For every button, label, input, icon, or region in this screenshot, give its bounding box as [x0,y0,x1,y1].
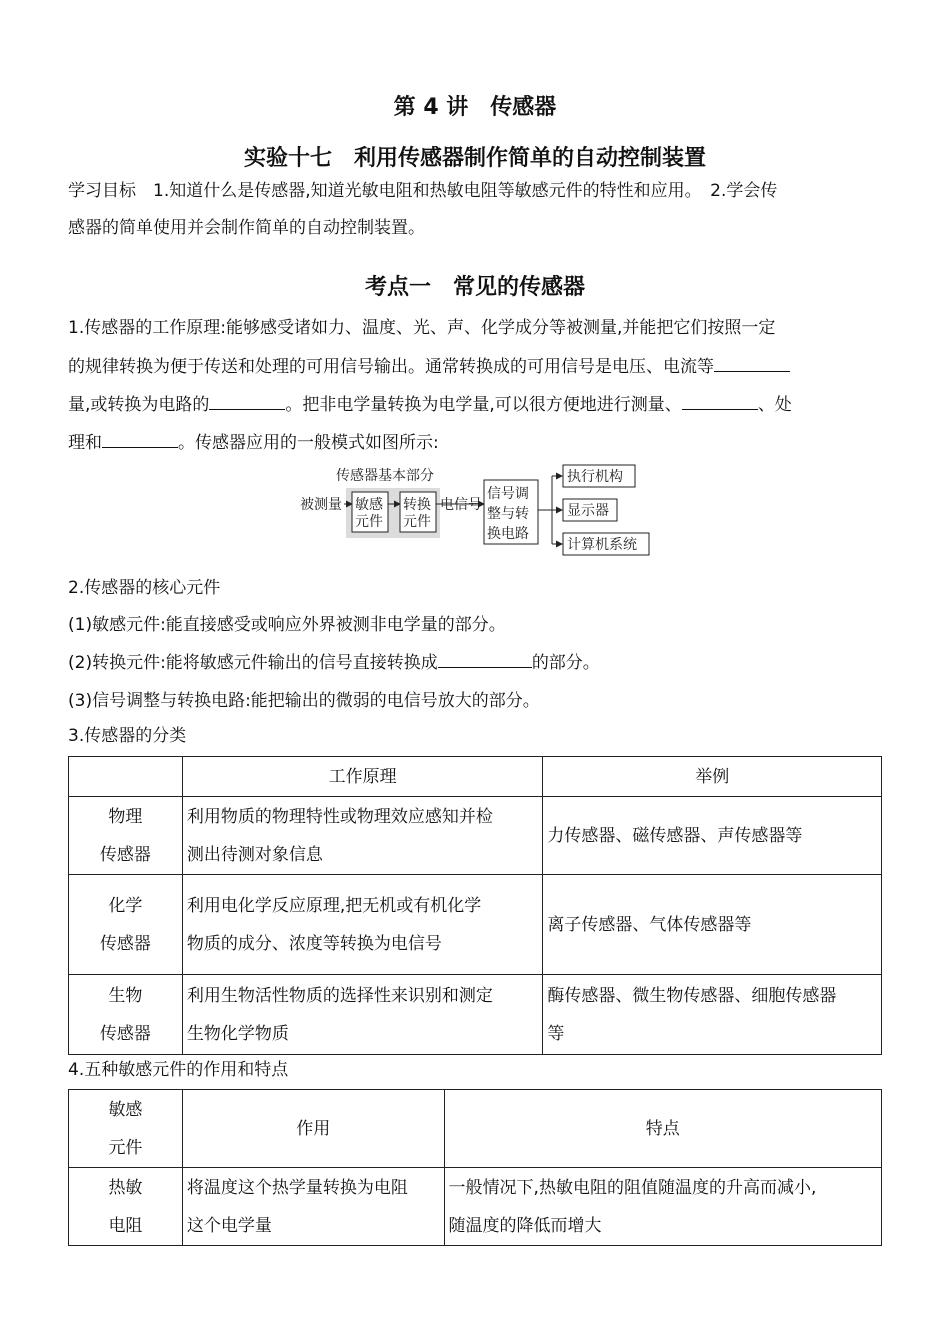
objective-line1 [68,176,777,201]
p1-line4 [68,428,439,453]
table-header-cell: 工作原理 [182,757,543,797]
box-actuator-label: 执行机构 [567,469,623,485]
table-header-row [69,757,882,797]
p1-line3-c: 、处 [757,395,792,415]
table-cell-principle: 利用电化学反应原理,把无机或有机化学 物质的成分、浓度等转换为电信号 [182,875,543,975]
p1-line3-b: 。把非电学量转换为电学量,可以很方便地进行测量、 [285,395,682,415]
p3-heading: 3.传感器的分类 [68,726,187,746]
p2-item2-a: (2)转换元件:能将敏感元件输出的信号直接转换成 [68,653,438,673]
p2-item3: (3)信号调整与转换电路:能把输出的微弱的电信号放大的部分。 [68,691,540,711]
table-row [69,1168,882,1246]
diagram-input-label: 被测量 [300,497,342,513]
blank-5[interactable] [438,651,532,668]
table-header-cell: 举例 [543,757,882,797]
table-cell-principle: 利用生物活性物质的选择性来识别和测定 生物化学物质 [182,975,543,1055]
box-sensitive-line1: 敏感 [355,497,383,513]
table-row [69,797,882,875]
p1-line1: 1.传感器的工作原理:能够感受诸如力、温度、光、声、化学成分等被测量,并能把它们按照一定 [68,318,776,338]
box-adjust-line2: 整与转 [487,506,529,522]
box-computer-label: 计算机系统 [567,537,637,553]
sensor-diagram [300,462,652,560]
blank-2[interactable] [209,393,285,410]
box-convert-line1: 转换 [403,497,431,513]
table-header-cell [69,757,183,797]
table-header-cell: 敏感 元件 [69,1090,183,1168]
table-cell-type: 化学 传感器 [69,875,183,975]
box-adjust-line3: 换电路 [487,526,529,542]
table-row [69,875,882,975]
p2-item2-b: 的部分。 [531,653,600,673]
table-cell-example: 离子传感器、气体传感器等 [543,875,882,975]
p1-line2-text: 的规律转换为便于传送和处理的可用信号输出。通常转换成的可用信号是电压、电流等 [68,357,714,377]
table-cell-function: 将温度这个热学量转换为电阻 这个电学量 [182,1168,444,1246]
blank-4[interactable] [102,431,178,448]
table-header-row [69,1090,882,1168]
diagram-group-label: 传感器基本部分 [336,468,434,484]
box-display-label: 显示器 [567,503,609,519]
table-cell-type: 物理 传感器 [69,797,183,875]
objective-text1: 1.知道什么是传感器,知道光敏电阻和热敏电阻等敏感元件的特性和应用。 2.学会传 [153,181,778,201]
box-adjust-line1: 信号调 [487,486,529,502]
box-sensitive-line2: 元件 [355,514,383,530]
blank-3[interactable] [682,393,758,410]
p1-line3 [68,390,792,415]
p2-item1: (1)敏感元件:能直接感受或响应外界被测非电学量的部分。 [68,615,506,635]
box-convert-line2: 元件 [403,514,431,530]
table-cell-example: 力传感器、磁传感器、声传感器等 [543,797,882,875]
sensitive-element-table [68,1089,882,1246]
table-cell-principle: 利用物质的物理特性或物理效应感知并检 测出待测对象信息 [182,797,543,875]
blank-1[interactable] [714,355,790,372]
table-header-cell: 特点 [444,1090,881,1168]
p2-item2 [68,648,600,673]
table-cell-feature: 一般情况下,热敏电阻的阻值随温度的升高而减小, 随温度的降低而增大 [444,1168,881,1246]
p1-line3-a: 量,或转换为电路的 [68,395,210,415]
table-row [69,975,882,1055]
p1-line2 [68,352,790,377]
objective-line2: 感器的简单使用并会制作简单的自动控制装置。 [68,218,425,238]
p2-heading: 2.传感器的核心元件 [68,578,221,598]
objective-label: 学习目标 [68,181,136,201]
p1-line4-a: 理和 [68,433,102,453]
table-cell-type: 生物 传感器 [69,975,183,1055]
page-title: 第 4 讲 传感器 [393,95,557,120]
table-cell-name: 热敏 电阻 [69,1168,183,1246]
page-subtitle: 实验十七 利用传感器制作简单的自动控制装置 [243,146,706,171]
p1-line4-b: 。传感器应用的一般模式如图所示: [178,433,439,453]
table-header-cell: 作用 [182,1090,444,1168]
sensor-classification-table [68,756,882,1055]
section-heading-1: 考点一 常见的传感器 [364,275,585,300]
p4-heading: 4.五种敏感元件的作用和特点 [68,1060,289,1080]
diagram-signal-label: 电信号 [440,497,482,513]
table-cell-example: 酶传感器、微生物传感器、细胞传感器 等 [543,975,882,1055]
